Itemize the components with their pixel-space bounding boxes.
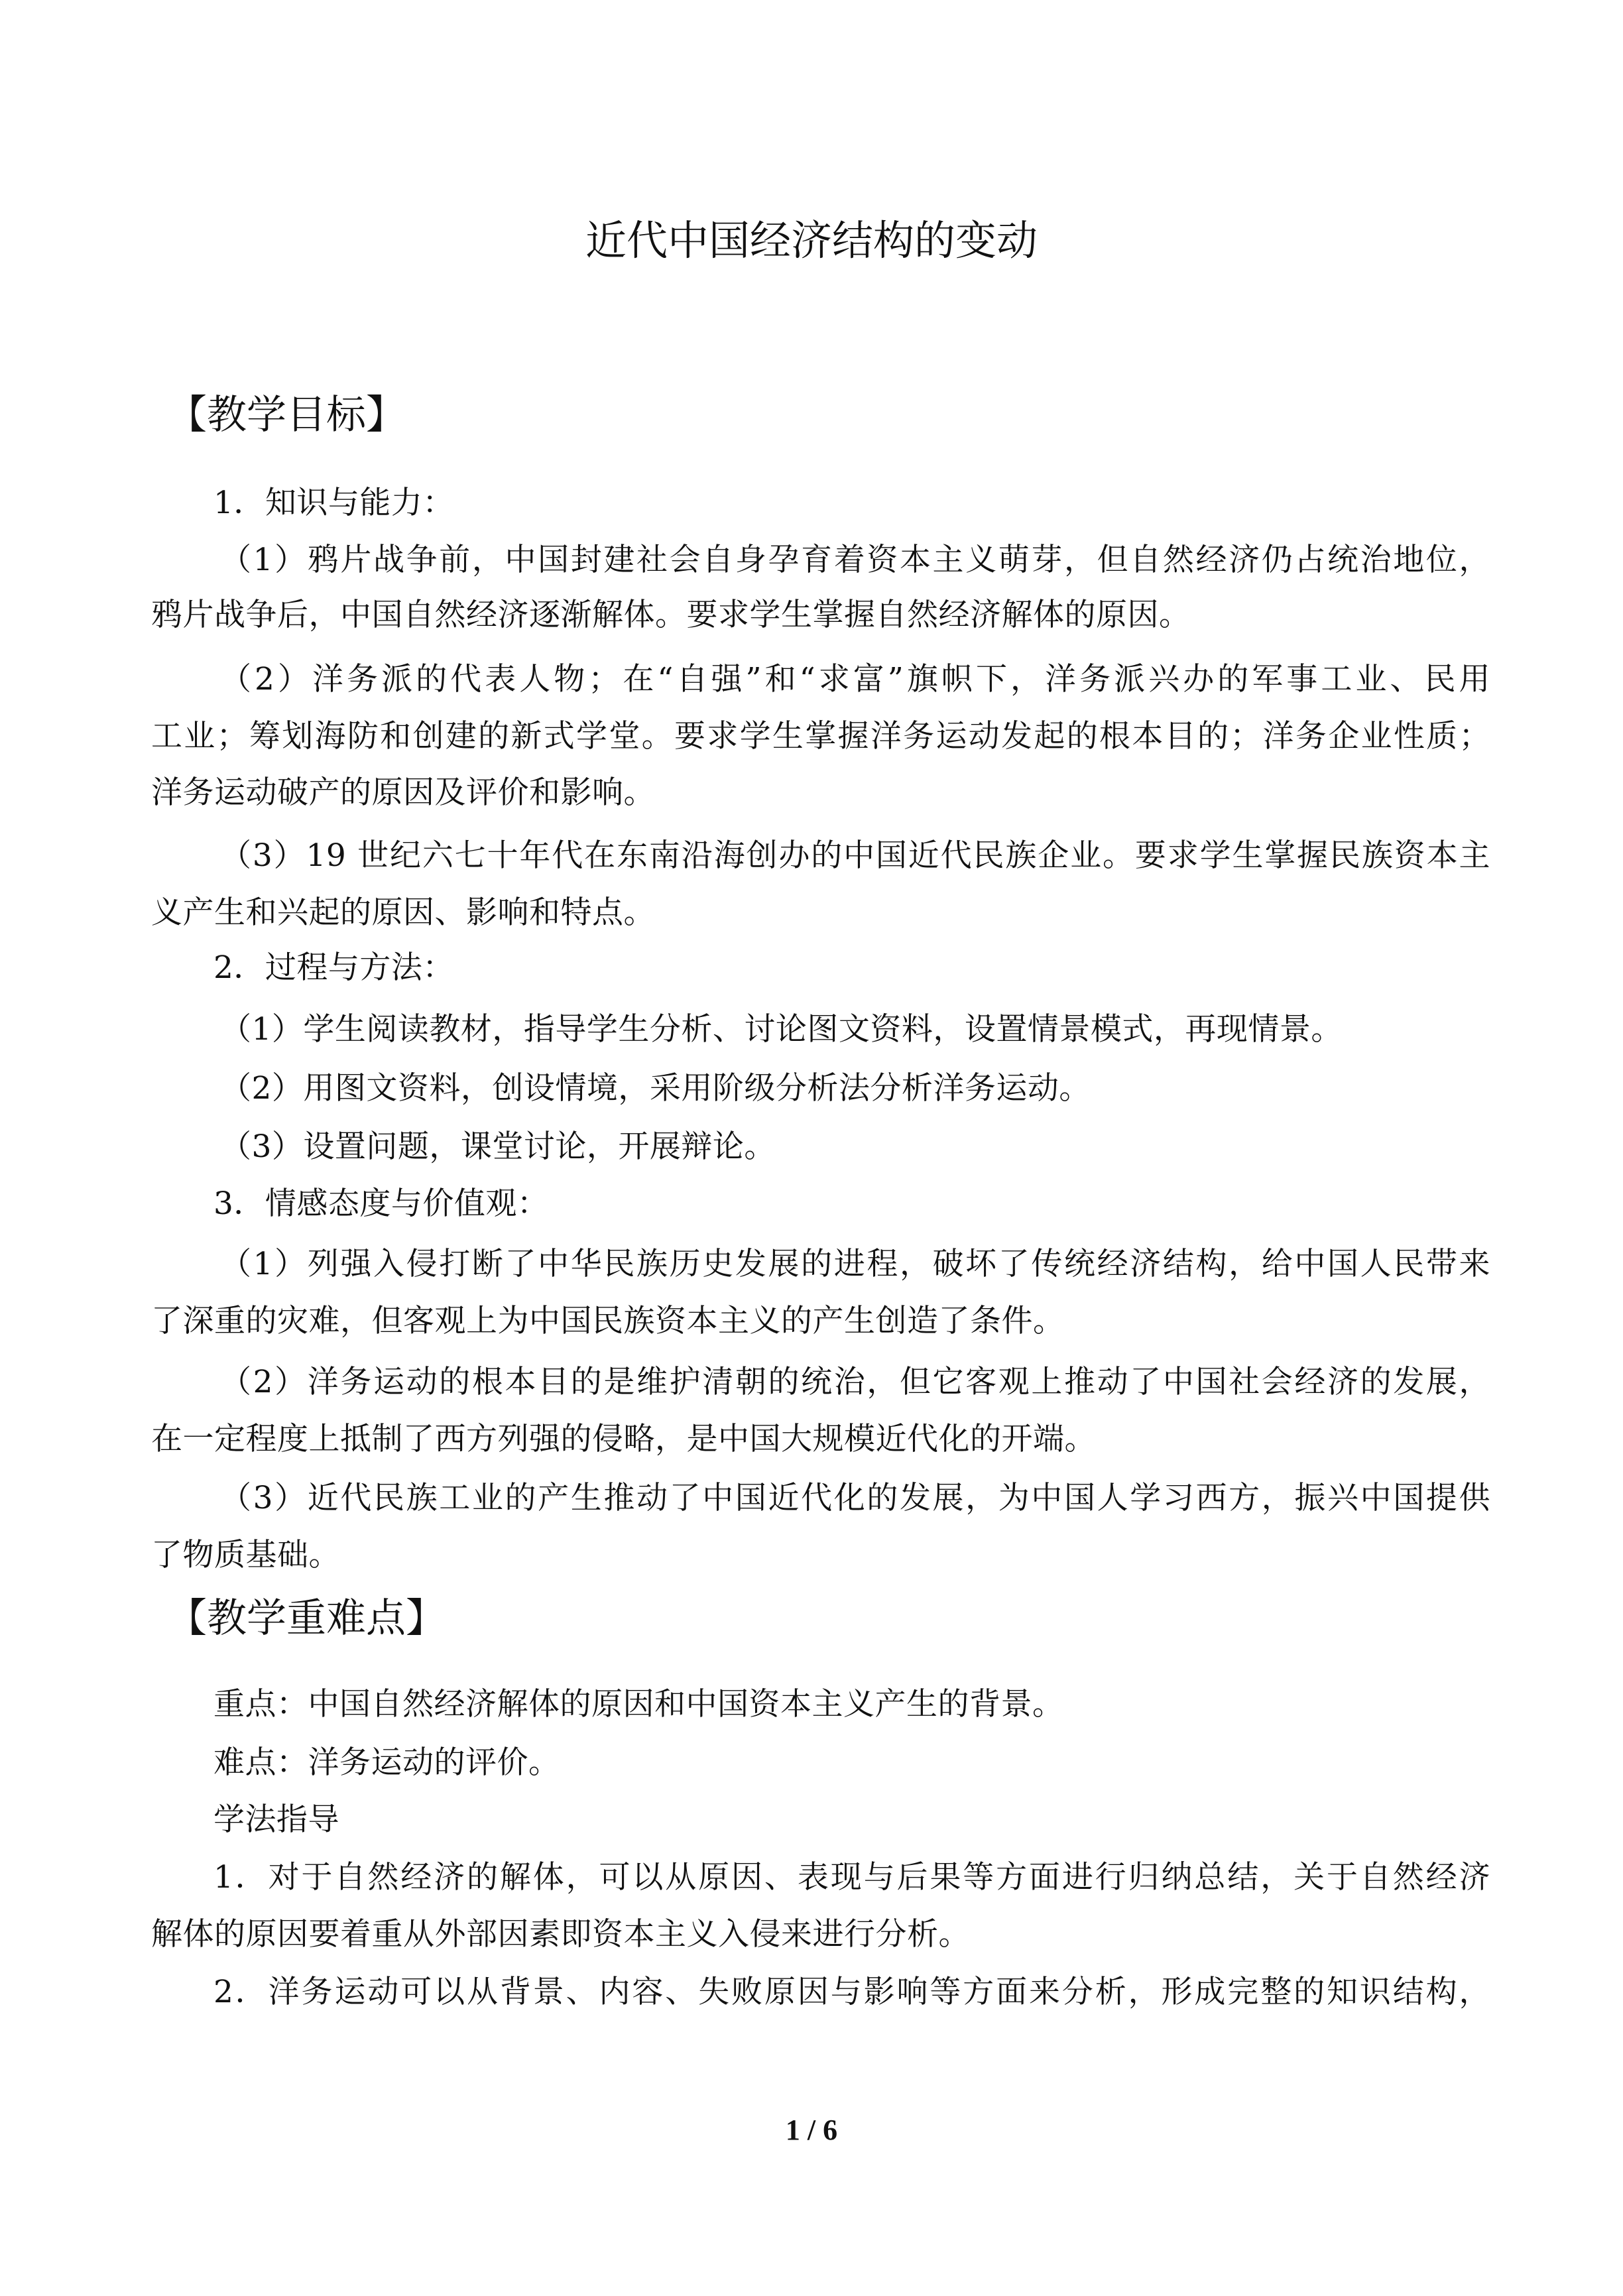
text-line: 洋务运动破产的原因及评价和影响。	[151, 774, 655, 811]
text-line: 1．知识与能力：	[213, 485, 454, 521]
text-line: （1）列强入侵打断了中华民族历史发展的进程，破坏了传统经济结构，给中国人民带来	[220, 1246, 1490, 1282]
text-line: （3）19 世纪六七十年代在东南沿海创办的中国近代民族企业。要求学生掌握民族资本主	[220, 837, 1490, 874]
text-line: （2）洋务运动的根本目的是维护清朝的统治，但它客观上推动了中国社会经济的发展，	[220, 1364, 1490, 1400]
text-line: 2．洋务运动可以从背景、内容、失败原因与影响等方面来分析，形成完整的知识结构，	[213, 1974, 1490, 2010]
text-line: 2．过程与方法：	[213, 949, 454, 986]
text-line: （3）设置问题，课堂讨论，开展辩论。	[220, 1128, 776, 1165]
text-line: （1）学生阅读教材，指导学生分析、讨论图文资料，设置情景模式，再现情景。	[220, 1011, 1343, 1048]
text-line: 重点：中国自然经济解体的原因和中国资本主义产生的背景。	[213, 1686, 1064, 1722]
text-line: （2）用图文资料，创设情境，采用阶级分析法分析洋务运动。	[220, 1070, 1091, 1107]
document-title: 近代中国经济结构的变动	[585, 216, 1038, 265]
text-line: 难点：洋务运动的评价。	[213, 1744, 560, 1781]
text-line: （2）洋务派的代表人物；在“自强”和“求富”旗帜下，洋务派兴办的军事工业、民用	[220, 661, 1490, 697]
text-line: 学法指导	[213, 1801, 339, 1838]
text-line: （1）鸦片战争前，中国封建社会自身孕育着资本主义萌芽，但自然经济仍占统治地位，	[220, 542, 1490, 578]
text-line: 工业；筹划海防和创建的新式学堂。要求学生掌握洋务运动发起的根本目的；洋务企业性质；	[151, 718, 1490, 755]
text-line: 3．情感态度与价值观：	[213, 1185, 549, 1222]
text-line: 义产生和兴起的原因、影响和特点。	[151, 894, 655, 931]
section-heading-key-points: 【教学重难点】	[167, 1595, 446, 1642]
text-line: 解体的原因要着重从外部因素即资本主义入侵来进行分析。	[151, 1916, 970, 1953]
text-line: 了深重的灾难，但客观上为中国民族资本主义的产生创造了条件。	[151, 1303, 1065, 1339]
text-line: 1．对于自然经济的解体，可以从原因、表现与后果等方面进行归纳总结，关于自然经济	[213, 1859, 1490, 1896]
text-line: 鸦片战争后，中国自然经济逐渐解体。要求学生掌握自然经济解体的原因。	[151, 597, 1191, 633]
text-line: 在一定程度上抵制了西方列强的侵略，是中国大规模近代化的开端。	[151, 1421, 1096, 1457]
page-number: 1 / 6	[785, 2114, 838, 2146]
text-line: （3）近代民族工业的产生推动了中国近代化的发展，为中国人学习西方，振兴中国提供	[220, 1480, 1490, 1516]
section-heading-objectives: 【教学目标】	[167, 392, 406, 438]
text-line: 了物质基础。	[151, 1537, 340, 1573]
